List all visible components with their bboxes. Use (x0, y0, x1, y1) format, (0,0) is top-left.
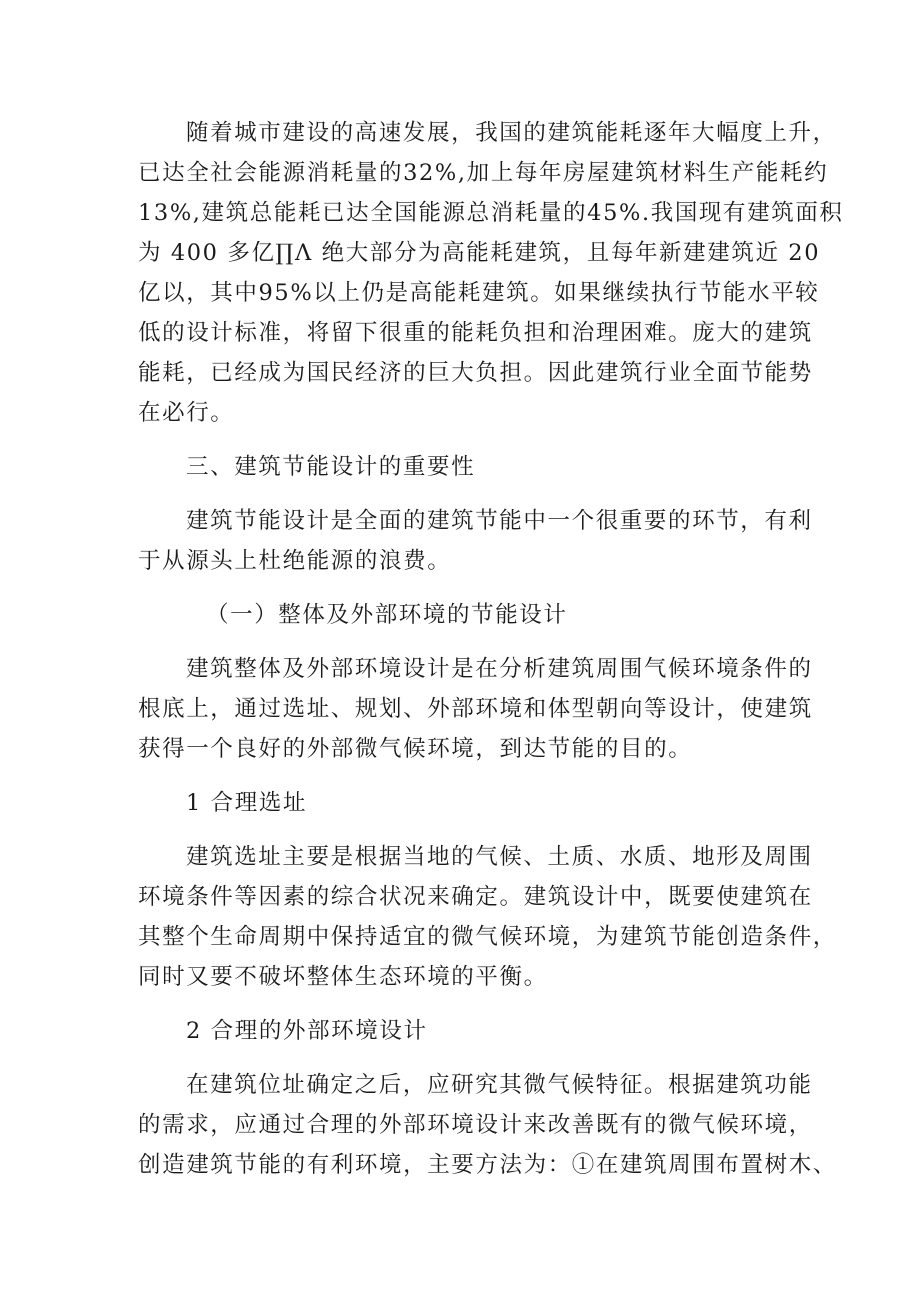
p3-line-1: 建筑整体及外部环境设计是在分析建筑周围气候环境条件的 (186, 656, 813, 682)
p1-line-6: 低的设计标准，将留下很重的能耗负担和治理困难。庞大的建筑 (138, 320, 813, 346)
p2-line-2: 于从源头上杜绝能源的浪费。 (138, 548, 452, 574)
p1-line-3: 13%,建筑总能耗已达全国能源总消耗量的45%.我国现有建筑面积 (138, 200, 844, 226)
p5-line-2: 的需求，应通过合理的外部环境设计来改善既有的微气候环境， (138, 1112, 813, 1138)
p4-line-1: 建筑选址主要是根据当地的气候、土质、水质、地形及周围 (186, 844, 813, 870)
p4-line-2: 环境条件等因素的综合状况来确定。建筑设计中，既要使建筑在 (138, 884, 813, 910)
p4-line-4: 同时又要不破坏整体生态环境的平衡。 (138, 964, 548, 990)
p4-line-3: 其整个生命周期中保持适宜的微气候环境，为建筑节能创造条件， (138, 924, 837, 950)
p3-line-3: 获得一个良好的外部微气候环境，到达节能的目的。 (138, 736, 693, 762)
p1-line-7: 能耗，已经成为国民经济的巨大负担。因此建筑行业全面节能势 (138, 360, 813, 386)
p5-line-3: 创造建筑节能的有利环境，主要方法为：①在建筑周围布置树木、 (138, 1152, 837, 1178)
p5-line-1: 在建筑位址确定之后，应研究其微气候特征。根据建筑功能 (186, 1072, 813, 1098)
p1-line-4: 为 400 多亿∏Λ 绝大部分为高能耗建筑，且每年新建建筑近 20 (138, 240, 821, 266)
p1-line-2: 已达全社会能源消耗量的32%,加上每年房屋建筑材料生产能耗约 (138, 160, 829, 186)
section-heading-3: 三、建筑节能设计的重要性 (186, 454, 476, 480)
p1-line-5: 亿以，其中95%以上仍是高能耗建筑。如果继续执行节能水平较 (138, 280, 820, 306)
p1-line-1: 随着城市建设的高速发展，我国的建筑能耗逐年大幅度上升， (186, 120, 837, 146)
p2-line-1: 建筑节能设计是全面的建筑节能中一个很重要的环节，有利 (186, 508, 813, 534)
p1-line-8: 在必行。 (138, 400, 235, 426)
subsection-heading-1: （一）整体及外部环境的节能设计 (206, 602, 568, 628)
heading-external-environment: 2 合理的外部环境设计 (186, 1018, 428, 1044)
heading-site-selection: 1 合理选址 (186, 790, 308, 816)
p3-line-2: 根底上，通过选址、规划、外部环境和体型朝向等设计，使建筑 (138, 696, 813, 722)
